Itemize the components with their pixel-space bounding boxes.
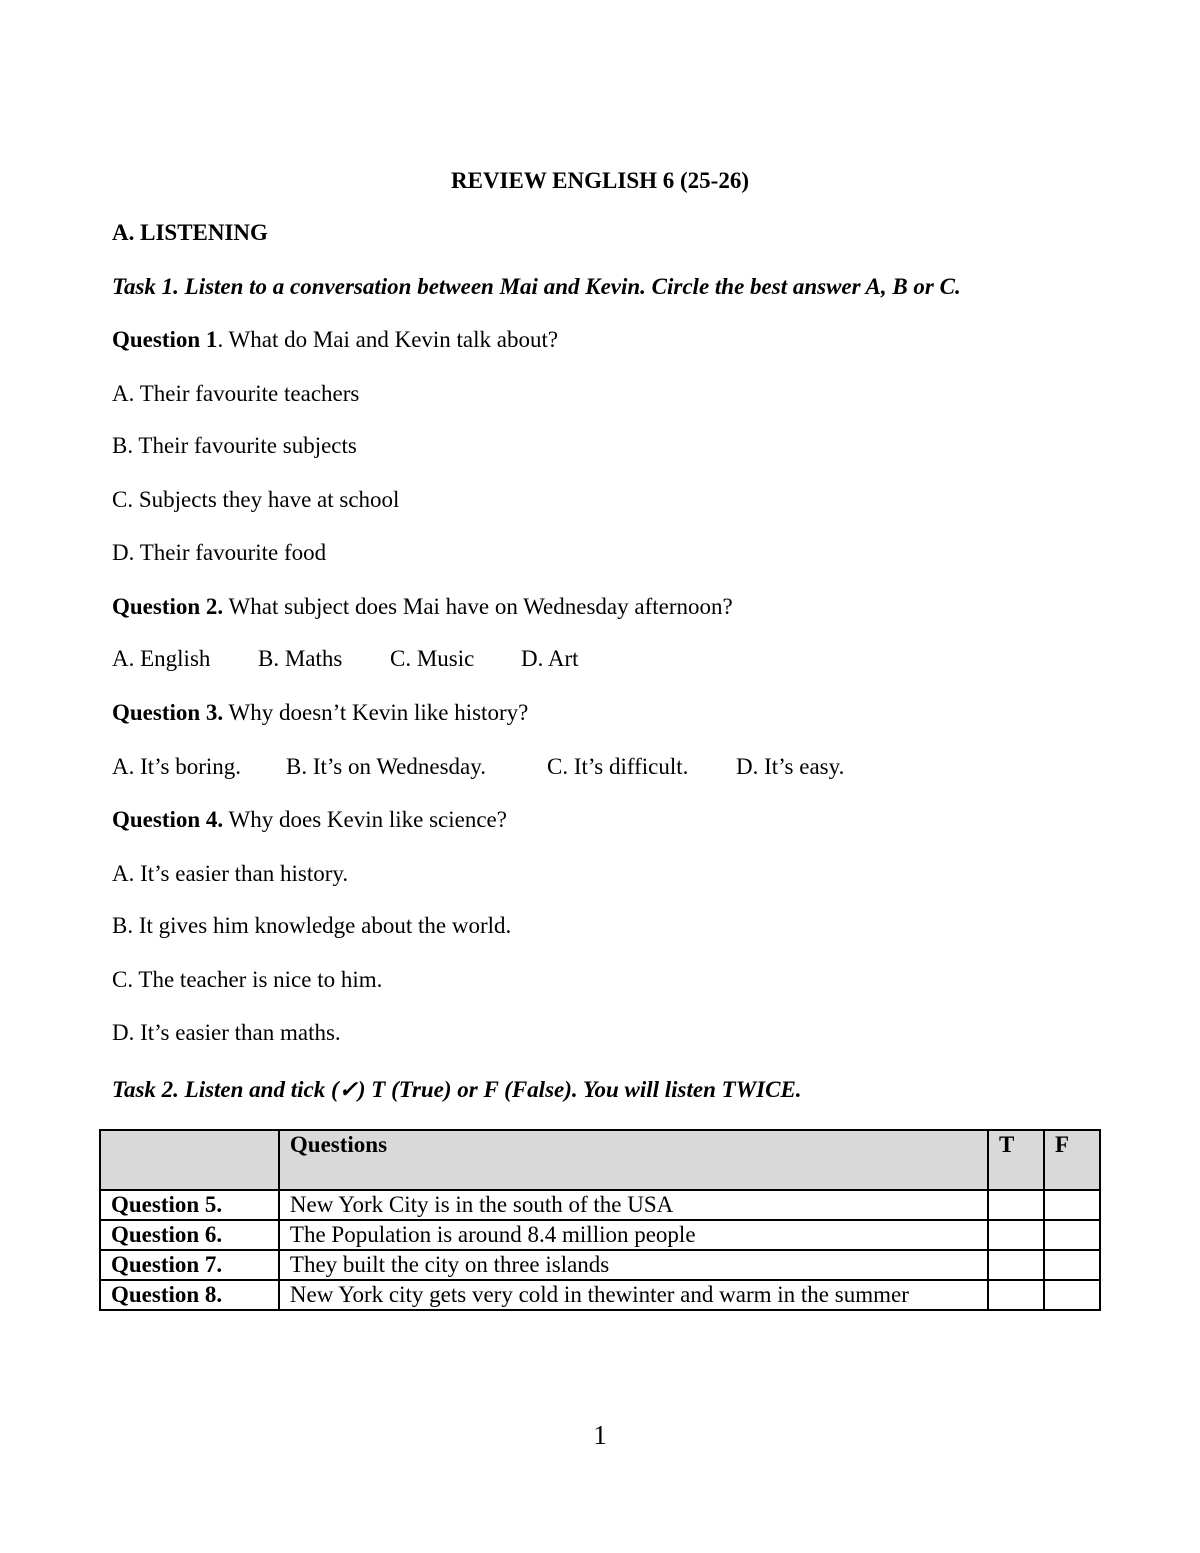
question-2-option-d: D. Art — [521, 646, 579, 671]
row-statement: They built the city on three islands — [279, 1250, 988, 1280]
question-4-label: Question 4. — [112, 807, 224, 832]
row-question-label: Question 8. — [100, 1280, 279, 1310]
page-number: 1 — [593, 1420, 607, 1450]
table-header-questions: Questions — [279, 1130, 988, 1190]
true-tick-cell[interactable] — [988, 1220, 1044, 1250]
section-heading-listening: A. LISTENING — [112, 220, 268, 245]
question-3 — [112, 699, 528, 727]
task2-instruction: Task 2. Listen and tick (✓) T (True) or F (False). You will listen TWICE. — [112, 1077, 802, 1102]
question-3-option-d: D. It’s easy. — [736, 754, 845, 779]
row-statement: The Population is around 8.4 million people — [279, 1220, 988, 1250]
question-4-option-d: D. It’s easier than maths. — [112, 1020, 341, 1045]
question-1-option-c: C. Subjects they have at school — [112, 487, 400, 512]
true-tick-cell[interactable] — [988, 1250, 1044, 1280]
question-4-text: Why does Kevin like science? — [223, 807, 507, 832]
row-question-label: Question 6. — [100, 1220, 279, 1250]
true-tick-cell[interactable] — [988, 1190, 1044, 1220]
question-4-option-b: B. It gives him knowledge about the world. — [112, 913, 512, 938]
question-1-option-d: D. Their favourite food — [112, 540, 327, 565]
table-row — [100, 1280, 1100, 1310]
row-question-label: Question 7. — [100, 1250, 279, 1280]
table-header-empty — [100, 1130, 279, 1190]
question-4-option-c: C. The teacher is nice to him. — [112, 967, 383, 992]
table-row — [100, 1190, 1100, 1220]
table-row — [100, 1220, 1100, 1250]
table-header-row — [100, 1130, 1100, 1190]
false-tick-cell[interactable] — [1044, 1190, 1100, 1220]
question-3-option-a: A. It’s boring. — [112, 754, 242, 779]
table-row — [100, 1250, 1100, 1280]
question-3-options — [112, 753, 844, 781]
question-1-option-a: A. Their favourite teachers — [112, 381, 360, 406]
row-statement: New York city gets very cold in thewinter and warm in the summer — [279, 1280, 988, 1310]
question-3-option-c: C. It’s difficult. — [547, 754, 689, 779]
false-tick-cell[interactable] — [1044, 1220, 1100, 1250]
false-tick-cell[interactable] — [1044, 1250, 1100, 1280]
table-header-false: F — [1044, 1130, 1100, 1190]
row-question-label: Question 5. — [100, 1190, 279, 1220]
question-2 — [112, 593, 733, 621]
question-3-label: Question 3. — [112, 700, 224, 725]
question-4-option-a: A. It’s easier than history. — [112, 861, 349, 886]
row-statement: New York City is in the south of the USA — [279, 1190, 988, 1220]
question-2-options — [112, 645, 579, 673]
task1-instruction: Task 1. Listen to a conversation between Mai and Kevin. Circle the best answer A, B or C. — [112, 274, 961, 299]
question-1 — [112, 326, 558, 354]
table-header-true: T — [988, 1130, 1044, 1190]
question-3-text: Why doesn’t Kevin like history? — [223, 700, 529, 725]
question-1-option-b: B. Their favourite subjects — [112, 433, 357, 458]
question-2-option-b: B. Maths — [258, 646, 343, 671]
false-tick-cell[interactable] — [1044, 1280, 1100, 1310]
question-2-label: Question 2. — [112, 594, 224, 619]
question-2-option-a: A. English — [112, 646, 211, 671]
question-1-text: . What do Mai and Kevin talk about? — [217, 327, 559, 352]
question-3-option-b: B. It’s on Wednesday. — [286, 754, 487, 779]
question-2-text: What subject does Mai have on Wednesday afternoon? — [223, 594, 733, 619]
true-tick-cell[interactable] — [988, 1280, 1044, 1310]
question-1-label: Question 1 — [112, 327, 218, 352]
question-4 — [112, 806, 507, 834]
document-title: REVIEW ENGLISH 6 (25-26) — [451, 168, 749, 193]
true-false-table — [99, 1129, 1101, 1311]
question-2-option-c: C. Music — [390, 646, 475, 671]
